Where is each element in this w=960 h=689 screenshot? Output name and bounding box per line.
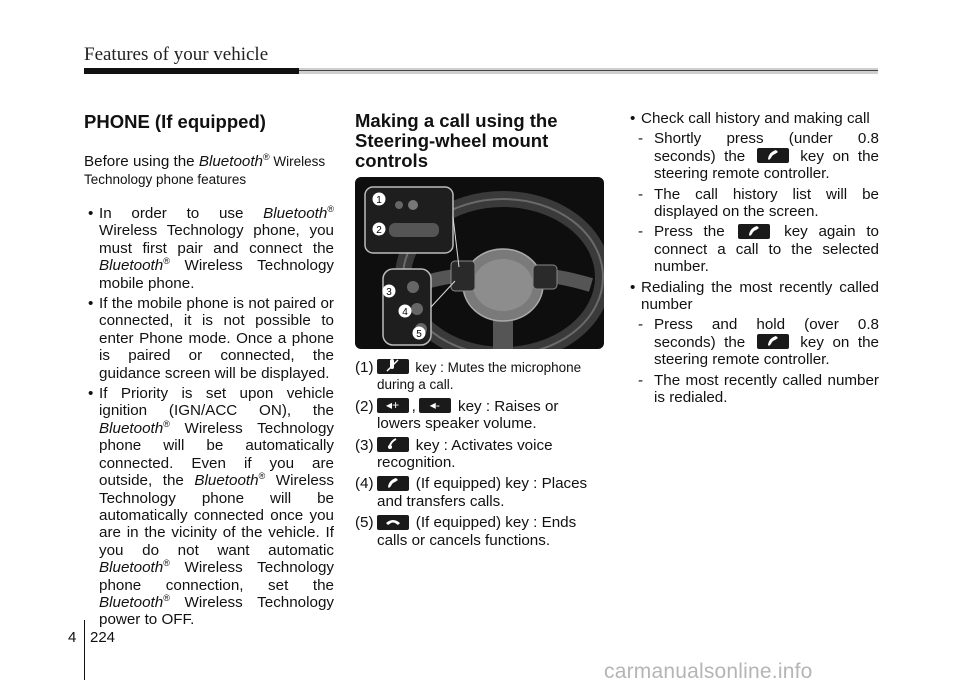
- step-history-list: - The call history list will be displayed on the screen.: [638, 186, 879, 221]
- column-2: [355, 110, 605, 553]
- steering-wheel-illustration: [355, 177, 604, 349]
- speaker-icon: ◂: [386, 398, 393, 413]
- step-press-hold: - Press and hold (over 0.8 seconds) the key on the steering remote controller.: [638, 316, 879, 368]
- step-press-again: - Press the key again to connect a call to the selected number.: [638, 223, 879, 275]
- intro-paragraph: Before using the Bluetooth® Wireless Technology phone features: [84, 151, 326, 187]
- svg-text:2: 2: [376, 225, 382, 236]
- column-1: [84, 110, 334, 632]
- svg-text:3: 3: [386, 287, 392, 298]
- header-title: Features of your vehicle: [84, 44, 269, 65]
- end-call-key-icon: [377, 515, 409, 530]
- volume-down-key-icon: ◂-: [419, 398, 451, 413]
- bullet-call-history: • Check call history and making call: [626, 110, 879, 127]
- svg-text:1: 1: [376, 195, 382, 206]
- key-item-voice: (3) key : Activates voice recognition.: [355, 436, 553, 472]
- column-3: [626, 110, 879, 410]
- bullet-redial: • Redialing the most recently called number: [626, 279, 879, 314]
- svg-text:5: 5: [416, 329, 422, 340]
- step-redialed: - The most recently called number is redialed.: [638, 372, 879, 407]
- call-key-icon: [757, 334, 789, 349]
- svg-text:4: 4: [402, 307, 408, 318]
- voice-recognition-key-icon: [377, 437, 409, 452]
- key-item-call: (4) (If equipped) key : Places and transfers calls.: [355, 475, 588, 510]
- speaker-icon: ◂: [429, 398, 436, 413]
- section-heading-phone: PHONE (If equipped): [84, 111, 266, 132]
- key-item-mute: (1) key : Mutes the microphone during a call.: [355, 359, 582, 393]
- call-key-icon: [738, 224, 770, 239]
- footer-rule: [84, 620, 85, 680]
- key-item-volume: (2) ◂+ , ◂- key : Raises or lowers speaker volume.: [355, 397, 559, 433]
- call-key-icon: [757, 148, 789, 163]
- section-heading-making-call: Making a call using the Steering-wheel mount controls: [355, 110, 558, 171]
- volume-up-key-icon: ◂+: [377, 398, 409, 413]
- watermark: carmanualsonline.info: [604, 660, 813, 683]
- chapter-number: 4: [68, 629, 77, 646]
- bullet-not-paired: • If the mobile phone is not paired or connected, it is not possible to enter Phone mode. Once a phone is paired or connected, the guidance screen will be displayed.: [84, 295, 334, 382]
- bullet-priority: • If Priority is set upon vehicle ignition (IGN/ACC ON), the Bluetooth® Wireless Technology phone will be automatically connected. Even if you are outside, the Bluetooth® Wireless Technology phone will be automatically connected once you are in the vicinity of the vehicle. If you do not want automatic Bluetooth® Wireless Technology phone connection, set the Bluetooth® Wireless Technology power to OFF.: [84, 385, 334, 629]
- steering-wheel-figure: [355, 177, 604, 349]
- mute-key-icon: [377, 359, 409, 374]
- header-rule: [84, 68, 878, 74]
- page-number: 224: [90, 629, 116, 646]
- key-item-end: (5) (If equipped) key : Ends calls or cancels functions.: [355, 514, 577, 549]
- bullet-pairing: • In order to use Bluetooth® Wireless Technology phone, you must first pair and connect the Bluetooth® Wireless Technology mobile phone.: [84, 205, 334, 292]
- call-key-icon: [377, 476, 409, 491]
- step-short-press: - Shortly press (under 0.8 seconds) the key on the steering remote controller.: [638, 130, 879, 182]
